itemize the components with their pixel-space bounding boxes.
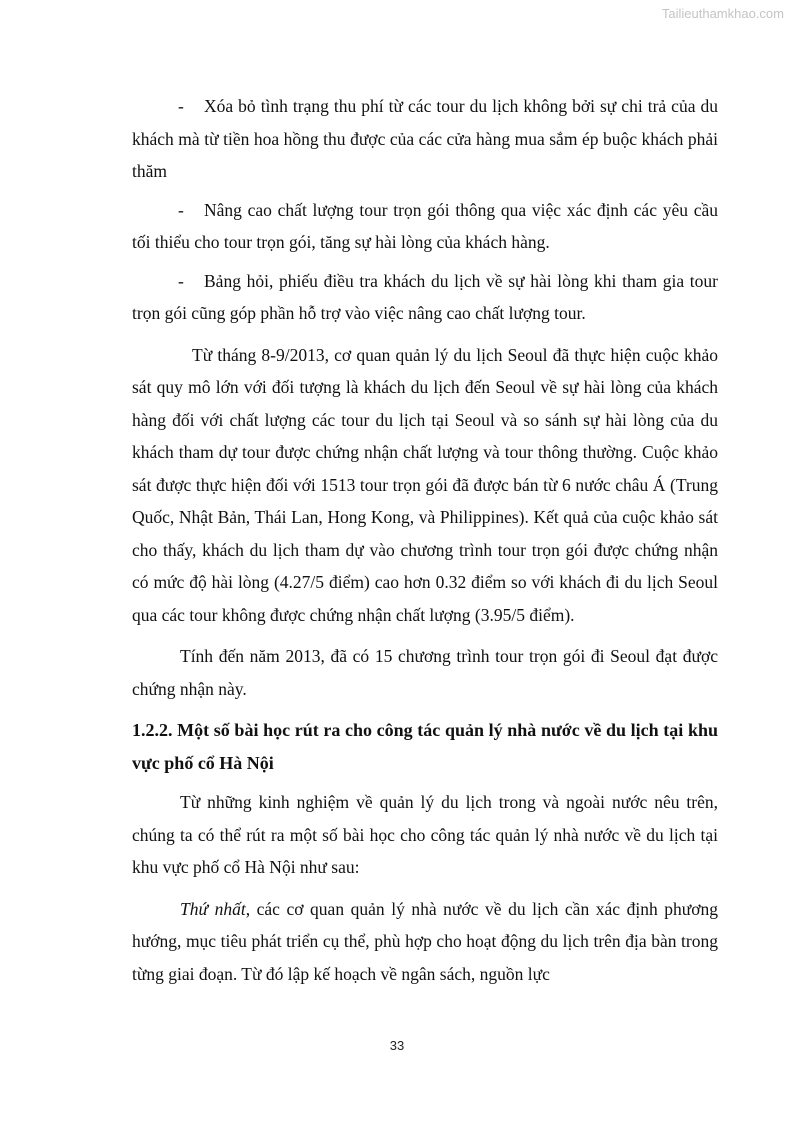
bullet-item (132, 194, 718, 259)
first-label: Thứ nhất (180, 898, 246, 919)
bullet-text: Xóa bỏ tình trạng thu phí từ các tour du lịch không bởi sự chi trả của du khách mà từ tiền hoa hồng thu được của các cửa hàng mua sắm ép buộc khách phải thăm (132, 96, 718, 181)
bullet-item (132, 90, 718, 188)
paragraph-2013: Tính đến năm 2013, đã có 15 chương trình tour trọn gói đi Seoul đạt được chứng nhận này. (132, 646, 718, 699)
section-heading: 1.2.2. Một số bài học rút ra cho công tác quản lý nhà nước về du lịch tại khu vực phố cổ Hà Nội (132, 720, 718, 773)
bullet-dash: - (178, 270, 184, 291)
bullet-text: Bảng hỏi, phiếu điều tra khách du lịch về sự hài lòng khi tham gia tour trọn gói cũng góp phần hỗ trợ vào việc nâng cao chất lượng tour. (132, 270, 718, 323)
page-number: 33 (389, 1038, 405, 1053)
watermark: Tailieuthamkhao.com (661, 6, 784, 21)
bullet-text: Nâng cao chất lượng tour trọn gói thông qua việc xác định các yêu cầu tối thiểu cho tour trọn gói, tăng sự hài lòng của khách hàng. (132, 199, 718, 252)
bullet-item (132, 265, 718, 330)
bullet-dash: - (178, 96, 184, 116)
document-body (132, 90, 718, 990)
paragraph-survey: Từ tháng 8-9/2013, cơ quan quản lý du lịch Seoul đã thực hiện cuộc khảo sát quy mô lớn với đối tượng là khách du lịch đến Seoul về sự hài lòng của khách hàng đối với chất lượng các tour du lịch tại Seoul và so sánh sự hài lòng của du khách tham dự tour được chứng nhận chất lượng và tour thông thường. Cuộc khảo sát được thực hiện đối với 1513 tour trọn gói đã được bán từ 6 nước châu Á (Trung Quốc, Nhật Bản, Thái Lan, Hong Kong, và Philippines). Kết quả của cuộc khảo sát cho thấy, khách du lịch tham dự vào chương trình tour trọn gói được chứng nhận có mức độ hài lòng (4.27/5 điểm) cao hơn 0.32 điểm so với khách đi du lịch Seoul qua các tour không được chứng nhận chất lượng (3.95/5 điểm). (132, 344, 718, 625)
first-text: , các cơ quan quản lý nhà nước về du lịch cần xác định phương hướng, mục tiêu phát triển cụ thể, phù hợp cho hoạt động du lịch trên địa bàn trong từng giai đoạn. Từ đó lập kế hoạch về ngân sách, nguồn lực (132, 898, 718, 984)
paragraph-first (132, 893, 718, 991)
bullet-dash: - (178, 199, 184, 220)
paragraph-lessons: Từ những kinh nghiệm về quản lý du lịch trong và ngoài nước nêu trên, chúng ta có thể rút ra một số bài học cho công tác quản lý nhà nước về du lịch tại khu vực phố cổ Hà Nội như sau: (132, 792, 718, 877)
